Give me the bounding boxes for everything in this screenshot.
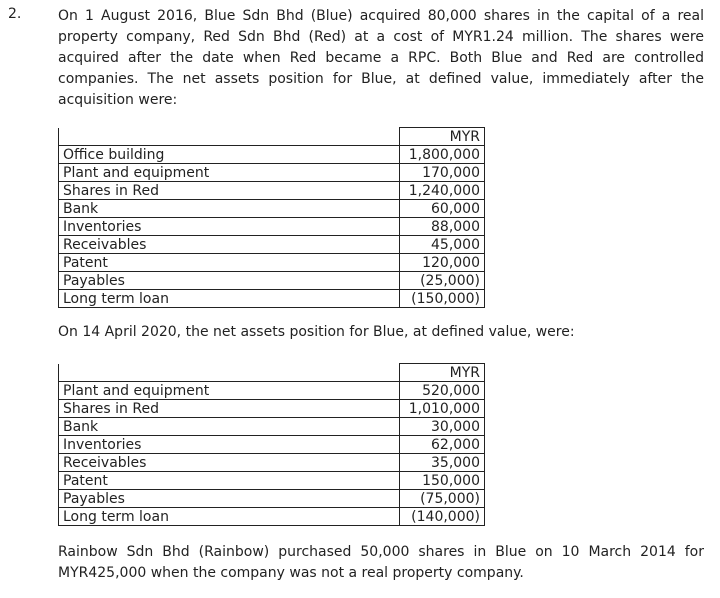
- row-label: Shares in Red: [59, 182, 400, 200]
- row-label: Plant and equipment: [59, 382, 400, 400]
- row-value: 1,240,000: [400, 182, 485, 200]
- table-row: [59, 400, 485, 418]
- row-value: 120,000: [400, 254, 485, 272]
- row-value: 45,000: [400, 236, 485, 254]
- closing-paragraph: Rainbow Sdn Bhd (Rainbow) purchased 50,000 shares in Blue on 10 March 2014 for MYR425,000 when the company was not a real property company.: [58, 544, 704, 581]
- row-label: Bank: [59, 418, 400, 436]
- table-row: [59, 382, 485, 400]
- row-label: Inventories: [59, 218, 400, 236]
- row-label: Patent: [59, 472, 400, 490]
- row-label: Receivables: [59, 236, 400, 254]
- row-value: 150,000: [400, 472, 485, 490]
- table-row: [59, 472, 485, 490]
- row-label: Long term loan: [59, 508, 400, 526]
- table-row: [59, 454, 485, 472]
- row-value: 1,800,000: [400, 146, 485, 164]
- table-row: [59, 182, 485, 200]
- table-row: [59, 272, 485, 290]
- row-value: 1,010,000: [400, 400, 485, 418]
- table-row: [59, 236, 485, 254]
- row-value: 60,000: [400, 200, 485, 218]
- table-row: [59, 164, 485, 182]
- row-value: 62,000: [400, 436, 485, 454]
- row-value: (25,000): [400, 272, 485, 290]
- table-row: [59, 490, 485, 508]
- row-value: 88,000: [400, 218, 485, 236]
- row-value: 170,000: [400, 164, 485, 182]
- table-row: [59, 218, 485, 236]
- row-label: Receivables: [59, 454, 400, 472]
- table-header-blank: [59, 128, 400, 146]
- question-number: 2.: [8, 6, 22, 22]
- row-label: Bank: [59, 200, 400, 218]
- table-row: [59, 418, 485, 436]
- net-assets-table-2016: [58, 127, 485, 308]
- net-assets-table-2020: [58, 363, 485, 526]
- row-label: Plant and equipment: [59, 164, 400, 182]
- currency-header: MYR: [400, 364, 485, 382]
- table-row: [59, 436, 485, 454]
- table-row: [59, 290, 485, 308]
- row-label: Inventories: [59, 436, 400, 454]
- row-value: (75,000): [400, 490, 485, 508]
- intro-paragraph: On 1 August 2016, Blue Sdn Bhd (Blue) acquired 80,000 shares in the capital of a real property company, Red Sdn Bhd (Red) at a cost of MYR1.24 million. The shares were acquired after the date when Red became a RPC. Both Blue and Red are controlled companies. The net assets position for Blue, at defined value, immediately after the acquisition were:: [58, 8, 704, 108]
- row-value: 520,000: [400, 382, 485, 400]
- row-label: Payables: [59, 272, 400, 290]
- table-row: [59, 254, 485, 272]
- table-row: [59, 200, 485, 218]
- row-label: Long term loan: [59, 290, 400, 308]
- row-label: Patent: [59, 254, 400, 272]
- row-label: Office building: [59, 146, 400, 164]
- row-label: Payables: [59, 490, 400, 508]
- row-value: 35,000: [400, 454, 485, 472]
- row-value: (150,000): [400, 290, 485, 308]
- row-value: (140,000): [400, 508, 485, 526]
- table-row: [59, 146, 485, 164]
- table-header-blank: [59, 364, 400, 382]
- table-row: [59, 508, 485, 526]
- currency-header: MYR: [400, 128, 485, 146]
- mid-paragraph: On 14 April 2020, the net assets position for Blue, at defined value, were:: [58, 324, 575, 340]
- row-value: 30,000: [400, 418, 485, 436]
- row-label: Shares in Red: [59, 400, 400, 418]
